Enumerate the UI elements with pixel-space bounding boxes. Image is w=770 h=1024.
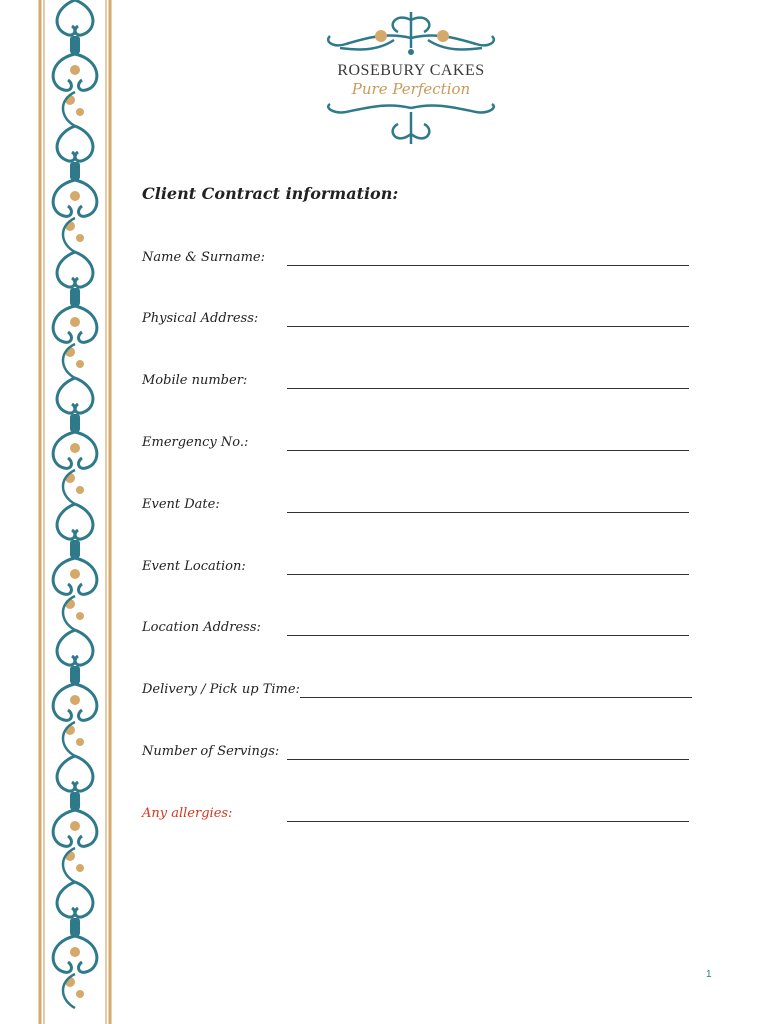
field-label: Number of Servings: bbox=[142, 744, 280, 759]
field-mobile-number bbox=[142, 373, 702, 393]
field-label: Emergency No.: bbox=[142, 435, 249, 450]
field-label: Mobile number: bbox=[142, 373, 248, 388]
fill-in-line[interactable] bbox=[287, 573, 689, 575]
field-label: Name & Surname: bbox=[142, 250, 265, 265]
field-event-location bbox=[142, 559, 702, 579]
field-label: Event Location: bbox=[142, 559, 246, 574]
field-physical-address bbox=[142, 311, 702, 331]
field-event-date bbox=[142, 497, 702, 517]
field-allergies bbox=[142, 806, 702, 826]
fill-in-line[interactable] bbox=[287, 511, 689, 513]
fill-in-line[interactable] bbox=[287, 264, 689, 266]
ornamental-border-icon bbox=[34, 0, 116, 1024]
fill-in-line[interactable] bbox=[287, 758, 689, 760]
fill-in-line[interactable] bbox=[287, 820, 689, 822]
fill-in-line[interactable] bbox=[287, 634, 689, 636]
page-number: 1 bbox=[706, 969, 712, 980]
field-name-surname bbox=[142, 250, 702, 270]
fill-in-line[interactable] bbox=[287, 449, 689, 451]
brand-tagline: Pure Perfection bbox=[351, 80, 471, 98]
field-label: Location Address: bbox=[142, 620, 261, 635]
fill-in-line[interactable] bbox=[287, 325, 689, 327]
field-delivery-time bbox=[142, 682, 702, 702]
field-number-of-servings bbox=[142, 744, 702, 764]
fill-in-line[interactable] bbox=[287, 387, 689, 389]
fill-in-line[interactable] bbox=[300, 696, 692, 698]
field-location-address bbox=[142, 620, 702, 640]
brand-name: ROSEBURY CAKES bbox=[337, 62, 485, 79]
field-label: Event Date: bbox=[142, 497, 220, 512]
section-title: Client Contract information: bbox=[142, 184, 399, 203]
field-label: Physical Address: bbox=[142, 311, 259, 326]
field-emergency-no bbox=[142, 435, 702, 455]
field-label: Any allergies: bbox=[142, 806, 233, 821]
field-label: Delivery / Pick up Time: bbox=[142, 682, 300, 697]
